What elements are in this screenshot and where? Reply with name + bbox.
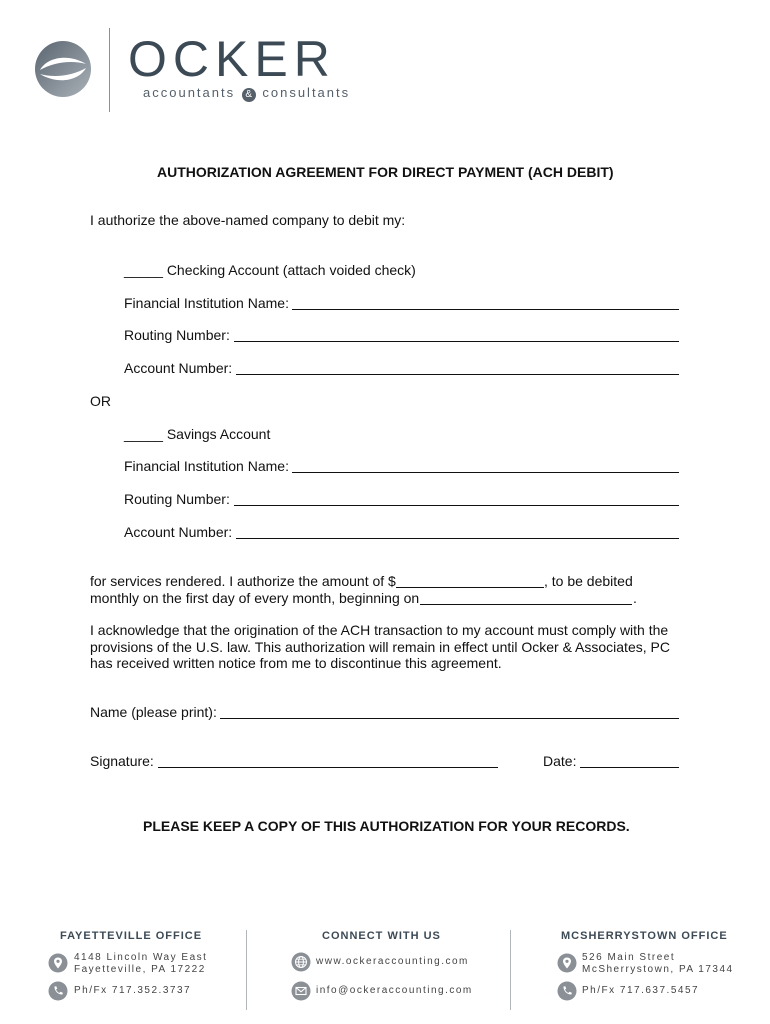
brand-tagline: [143, 85, 350, 102]
intro-text: I authorize the above-named company to debit my:: [90, 212, 406, 228]
connect-heading: CONNECT WITH US: [322, 930, 441, 942]
savings-option[interactable]: _____ Savings Account: [124, 426, 271, 442]
footer-divider-right: [510, 930, 511, 1010]
tagline-left: accountants: [143, 85, 236, 100]
signature-field[interactable]: [158, 767, 498, 768]
ack-line-3: has received written notice from me to discontinue this agreement.: [90, 655, 502, 671]
services-text-1a: for services rendered. I authorize the amount of $: [90, 573, 396, 589]
tagline-ampersand: &: [242, 88, 256, 102]
phone-icon: [557, 981, 577, 1001]
date-label: Date:: [543, 753, 577, 769]
ack-line-1: I acknowledge that the origination of the ACH transaction to my account must comply with the: [90, 622, 669, 638]
start-date-field[interactable]: [420, 604, 632, 605]
email-link[interactable]: info@ockeraccounting.com: [316, 985, 473, 996]
fayetteville-address-1: 4148 Lincoln Way East: [74, 952, 208, 963]
services-text-1b: , to be debited: [544, 573, 633, 589]
savings-routing-field[interactable]: [234, 505, 679, 506]
savings-institution-label: Financial Institution Name:: [124, 458, 289, 474]
checking-option[interactable]: _____ Checking Account (attach voided check): [124, 262, 416, 278]
keep-copy-notice: PLEASE KEEP A COPY OF THIS AUTHORIZATION FOR YOUR RECORDS.: [143, 818, 630, 834]
checking-institution-field[interactable]: [292, 309, 679, 310]
checking-account-label: Account Number:: [124, 360, 233, 376]
name-field[interactable]: [220, 718, 679, 719]
location-pin-icon: [48, 953, 68, 973]
checking-account-field[interactable]: [236, 374, 679, 375]
mcsherrystown-phone: Ph/Fx 717.637.5457: [582, 985, 700, 996]
website-link[interactable]: www.ockeraccounting.com: [316, 956, 469, 967]
tagline-right: consultants: [262, 85, 351, 100]
savings-routing-label: Routing Number:: [124, 491, 230, 507]
phone-icon: [48, 981, 68, 1001]
ack-line-2: provisions of the U.S. law. This authorization will remain in effect until Ocker & Associates, PC: [90, 639, 670, 655]
savings-account-label: Account Number:: [124, 524, 233, 540]
fayetteville-heading: FAYETTEVILLE OFFICE: [60, 930, 203, 942]
amount-field[interactable]: [396, 587, 544, 588]
footer-divider-left: [246, 930, 247, 1010]
savings-institution-field[interactable]: [292, 472, 679, 473]
date-field[interactable]: [580, 767, 679, 768]
form-title: AUTHORIZATION AGREEMENT FOR DIRECT PAYMENT (ACH DEBIT): [157, 164, 614, 180]
checking-routing-field[interactable]: [234, 341, 679, 342]
ocker-logo-icon: [34, 40, 92, 98]
fayetteville-address-2: Fayetteville, PA 17222: [74, 964, 206, 975]
checking-routing-label: Routing Number:: [124, 327, 230, 343]
brand-name: OCKER: [128, 31, 336, 87]
mcsherrystown-address-1: 526 Main Street: [582, 952, 676, 963]
services-text-2b: .: [633, 590, 637, 606]
or-label: OR: [90, 393, 111, 409]
checking-institution-label: Financial Institution Name:: [124, 295, 289, 311]
savings-account-field[interactable]: [236, 538, 679, 539]
mcsherrystown-address-2: McSherrystown, PA 17344: [582, 964, 734, 975]
fayetteville-phone: Ph/Fx 717.352.3737: [74, 985, 192, 996]
logo-divider: [109, 28, 110, 112]
email-icon: [291, 981, 311, 1001]
name-label: Name (please print):: [90, 704, 217, 720]
mcsherrystown-heading: MCSHERRYSTOWN OFFICE: [561, 930, 728, 942]
location-pin-icon: [557, 953, 577, 973]
signature-label: Signature:: [90, 753, 154, 769]
services-text-2a: monthly on the first day of every month, beginning on: [90, 590, 420, 606]
globe-icon: [291, 952, 311, 972]
